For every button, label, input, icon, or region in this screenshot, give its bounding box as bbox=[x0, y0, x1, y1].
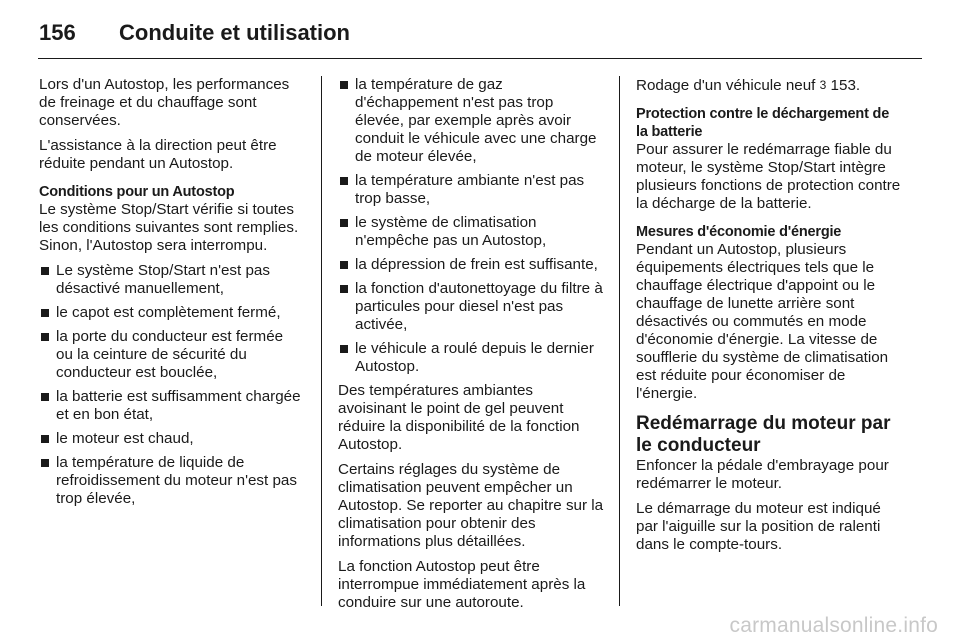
paragraph: La fonction Autostop peut être interrompue immédiatement après la conduire sur une autoroute. bbox=[338, 558, 586, 611]
paragraph: Certains réglages du système de climatisation peuvent empêcher un Autostop. Se reporter au chapitre sur la climatisation pour obtenir des informations plus détaillées. bbox=[338, 461, 604, 550]
bullet-square-icon bbox=[41, 309, 49, 317]
column-1 bbox=[39, 76, 304, 514]
paragraph: Le système Stop/Start vérifie si toutes les conditions suivantes sont remplies. Sinon, l'Autostop sera interrompu. bbox=[39, 201, 299, 254]
cross-reference: Rodage d'un véhicule neuf 3 153. bbox=[636, 77, 861, 94]
reference-page[interactable]: 153. bbox=[830, 77, 861, 94]
list-item: la température de liquide de refroidissement du moteur n'est pas trop élevée, bbox=[39, 454, 304, 508]
column-divider bbox=[321, 76, 322, 606]
list-item: la porte du conducteur est fermée ou la ceinture de sécurité du conducteur est bouclée, bbox=[39, 328, 304, 382]
page-header bbox=[39, 20, 350, 48]
bullet-square-icon bbox=[41, 333, 49, 341]
section-heading-conditions: Conditions pour un Autostop bbox=[39, 184, 235, 200]
header-rule bbox=[38, 58, 922, 59]
bullet-square-icon bbox=[41, 267, 49, 275]
bullet-square-icon bbox=[41, 459, 49, 467]
list-item: le moteur est chaud, bbox=[39, 430, 304, 448]
list-item: le véhicule a roulé depuis le dernier Autostop. bbox=[338, 340, 604, 376]
conditions-list-continued bbox=[338, 76, 604, 376]
bullet-square-icon bbox=[41, 435, 49, 443]
page-title: Conduite et utilisation bbox=[119, 20, 350, 45]
column-2 bbox=[338, 76, 604, 619]
paragraph: Pour assurer le redémarrage fiable du moteur, le système Stop/Start intègre plusieurs fonctions de protection contre la décharge de la batterie. bbox=[636, 141, 901, 212]
conditions-list bbox=[39, 262, 304, 508]
list-item: Le système Stop/Start n'est pas désactivé manuellement, bbox=[39, 262, 304, 298]
column-3 bbox=[636, 76, 902, 561]
paragraph: Lors d'un Autostop, les performances de freinage et du chauffage sont conservées. bbox=[39, 76, 290, 129]
page-reference-icon: 3 bbox=[819, 78, 827, 92]
paragraph: Enfoncer la pédale d'embrayage pour redémarrer le moteur. bbox=[636, 457, 889, 492]
column-divider bbox=[619, 76, 620, 606]
paragraph: Pendant un Autostop, plusieurs équipements électriques tels que le chauffage électrique d'appoint ou le chauffage de lunette arrière sont désactivés ou commutés en mode d'économie d'énergie. La vitesse de soufflerie du système de climatisation est réduite pour économiser de l'énergie. bbox=[636, 241, 889, 402]
bullet-square-icon bbox=[340, 219, 348, 227]
section-heading-restart: Redémarrage du moteur par le conducteur bbox=[636, 413, 891, 456]
section-heading-battery: Protection contre le déchargement de la batterie bbox=[636, 106, 890, 140]
list-item: la dépression de frein est suffisante, bbox=[338, 256, 604, 274]
page-number: 156 bbox=[39, 20, 76, 45]
bullet-square-icon bbox=[340, 285, 348, 293]
section-heading-energy: Mesures d'économie d'énergie bbox=[636, 224, 842, 240]
list-item: la température de gaz d'échappement n'est pas trop élevée, par exemple après avoir conduit le véhicule avec une charge de moteur élevée, bbox=[338, 76, 604, 166]
bullet-square-icon bbox=[340, 345, 348, 353]
bullet-square-icon bbox=[340, 177, 348, 185]
bullet-square-icon bbox=[340, 261, 348, 269]
list-item: la température ambiante n'est pas trop basse, bbox=[338, 172, 604, 208]
paragraph: L'assistance à la direction peut être réduite pendant un Autostop. bbox=[39, 137, 277, 172]
list-item: la fonction d'autonettoyage du filtre à particules pour diesel n'est pas activée, bbox=[338, 280, 604, 334]
list-item: le système de climatisation n'empêche pas un Autostop, bbox=[338, 214, 604, 250]
list-item: la batterie est suffisamment chargée et en bon état, bbox=[39, 388, 304, 424]
bullet-square-icon bbox=[41, 393, 49, 401]
paragraph: Des températures ambiantes avoisinant le point de gel peuvent réduire la disponibilité de la fonction Autostop. bbox=[338, 382, 580, 453]
watermark: carmanualsonline.info bbox=[729, 614, 938, 637]
paragraph: Le démarrage du moteur est indiqué par l'aiguille sur la position de ralenti dans le compte-tours. bbox=[636, 500, 881, 553]
bullet-square-icon bbox=[340, 81, 348, 89]
list-item: le capot est complètement fermé, bbox=[39, 304, 304, 322]
